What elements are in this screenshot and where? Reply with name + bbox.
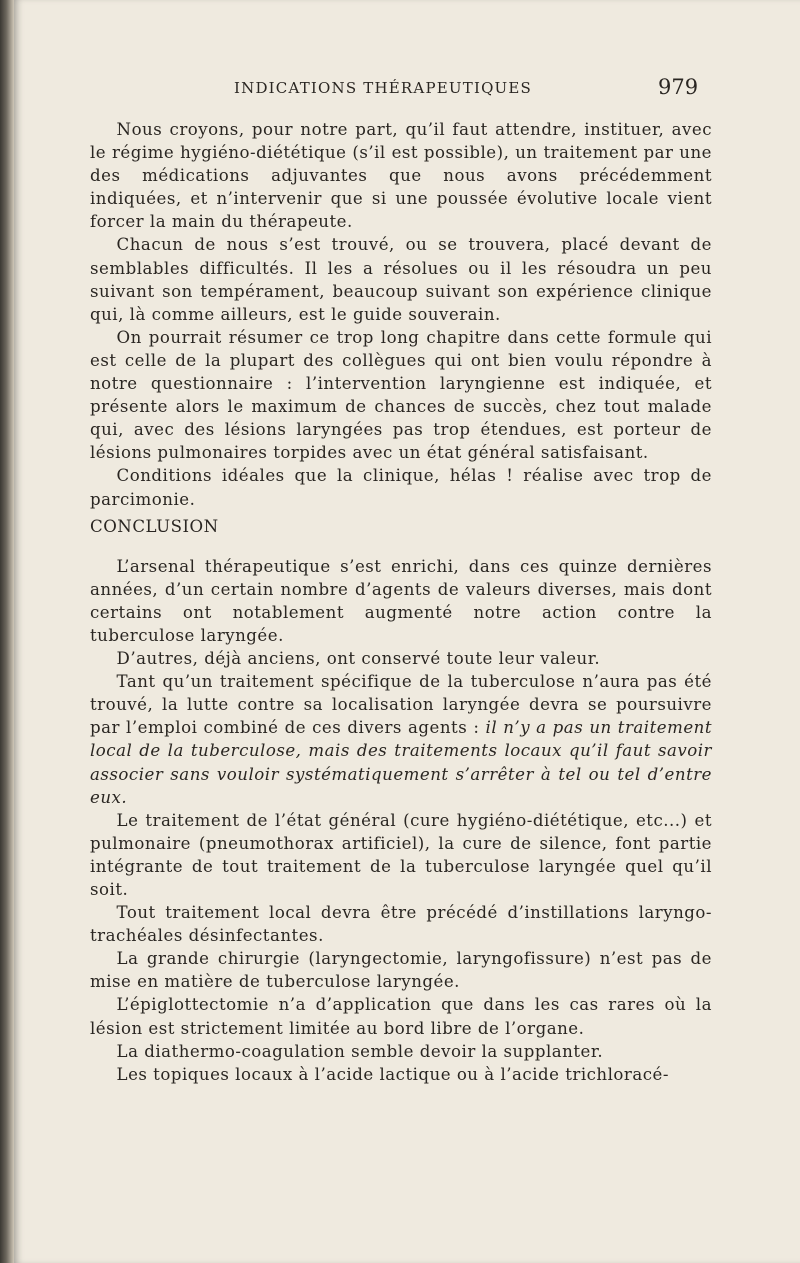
- italic-emphasis: il n’y a pas un traitement local de la tuberculose, mais des traitements locaux qu’il faut savoir associer sans vouloir systématiquement s’arrêter à tel ou tel d’entre eux.: [90, 718, 712, 807]
- paragraph: La grande chirurgie (laryngectomie, laryngofissure) n’est pas de mise en matière de tuberculose laryngée.: [90, 949, 712, 992]
- page-body: [90, 118, 712, 1086]
- section-heading: CONCLUSION: [90, 516, 219, 536]
- paragraph: La diathermo-coagulation semble devoir la supplanter.: [116, 1041, 604, 1061]
- paragraph: Nous croyons, pour notre part, qu’il faut attendre, instituer, avec le régime hygiéno-diététique (s’il est possible), un traitement par une des médications adjuvantes que nous avons précédemment indiquées, et n’intervenir que si une poussée évolutive locale vient forcer la main du thérapeute.: [90, 120, 712, 232]
- paragraph: Les topiques locaux à l’acide lactique ou à l’acide trichloracé-: [116, 1064, 669, 1084]
- book-page: [14, 0, 800, 1263]
- paragraph: L’épiglottectomie n’a d’application que dans les cas rares où la lésion est strictement limitée au bord libre de l’organe.: [90, 995, 712, 1038]
- paragraph: L’arsenal thérapeutique s’est enrichi, dans ces quinze dernières années, d’un certain nombre d’agents de valeurs diverses, mais dont certains ont notablement augmenté notre action contre la tuberculose laryngée.: [90, 556, 712, 645]
- book-binding-edge: [0, 0, 14, 1263]
- running-title: INDICATIONS THÉRAPEUTIQUES: [234, 79, 533, 97]
- paragraph-lead: Tant qu’un traitement spécifique de la tuberculose n’aura pas été trouvé, la lutte contre sa localisation laryngée devra se poursuivre par l’emploi combiné de ces divers agents :: [90, 672, 712, 738]
- paragraph: Tout traitement local devra être précédé d’instillations laryngo-trachéales désinfectantes.: [90, 903, 712, 946]
- paragraph: D’autres, déjà anciens, ont conservé toute leur valeur.: [116, 649, 601, 669]
- paragraph: Conditions idéales que la clinique, hélas ! réalise avec trop de parcimonie.: [90, 466, 712, 509]
- paragraph: On pourrait résumer ce trop long chapitre dans cette formule qui est celle de la plupart des collègues qui ont bien voulu répondre à notre questionnaire : l’intervention laryngienne est indiquée, et présente alors le maximum de chances de succès, chez tout malade qui, avec des lésions laryngées pas trop étendues, est porteur de lésions pulmonaires torpides avec un état général satisfaisant.: [90, 327, 712, 463]
- paragraph: [90, 670, 712, 809]
- page-number: 979: [658, 75, 699, 99]
- paragraph: Chacun de nous s’est trouvé, ou se trouvera, placé devant de semblables difficultés. Il les a résolues ou il les résoudra un peu suivant son tempérament, beaucoup suivant son expérience clinique qui, là comme ailleurs, est le guide souverain.: [90, 235, 712, 324]
- page-header: [14, 75, 800, 105]
- paragraph: Le traitement de l’état général (cure hygiéno-diététique, etc...) et pulmonaire (pneumothorax artificiel), la cure de silence, font partie intégrante de tout traitement de la tuberculose laryngée quel qu’il soit.: [90, 810, 712, 899]
